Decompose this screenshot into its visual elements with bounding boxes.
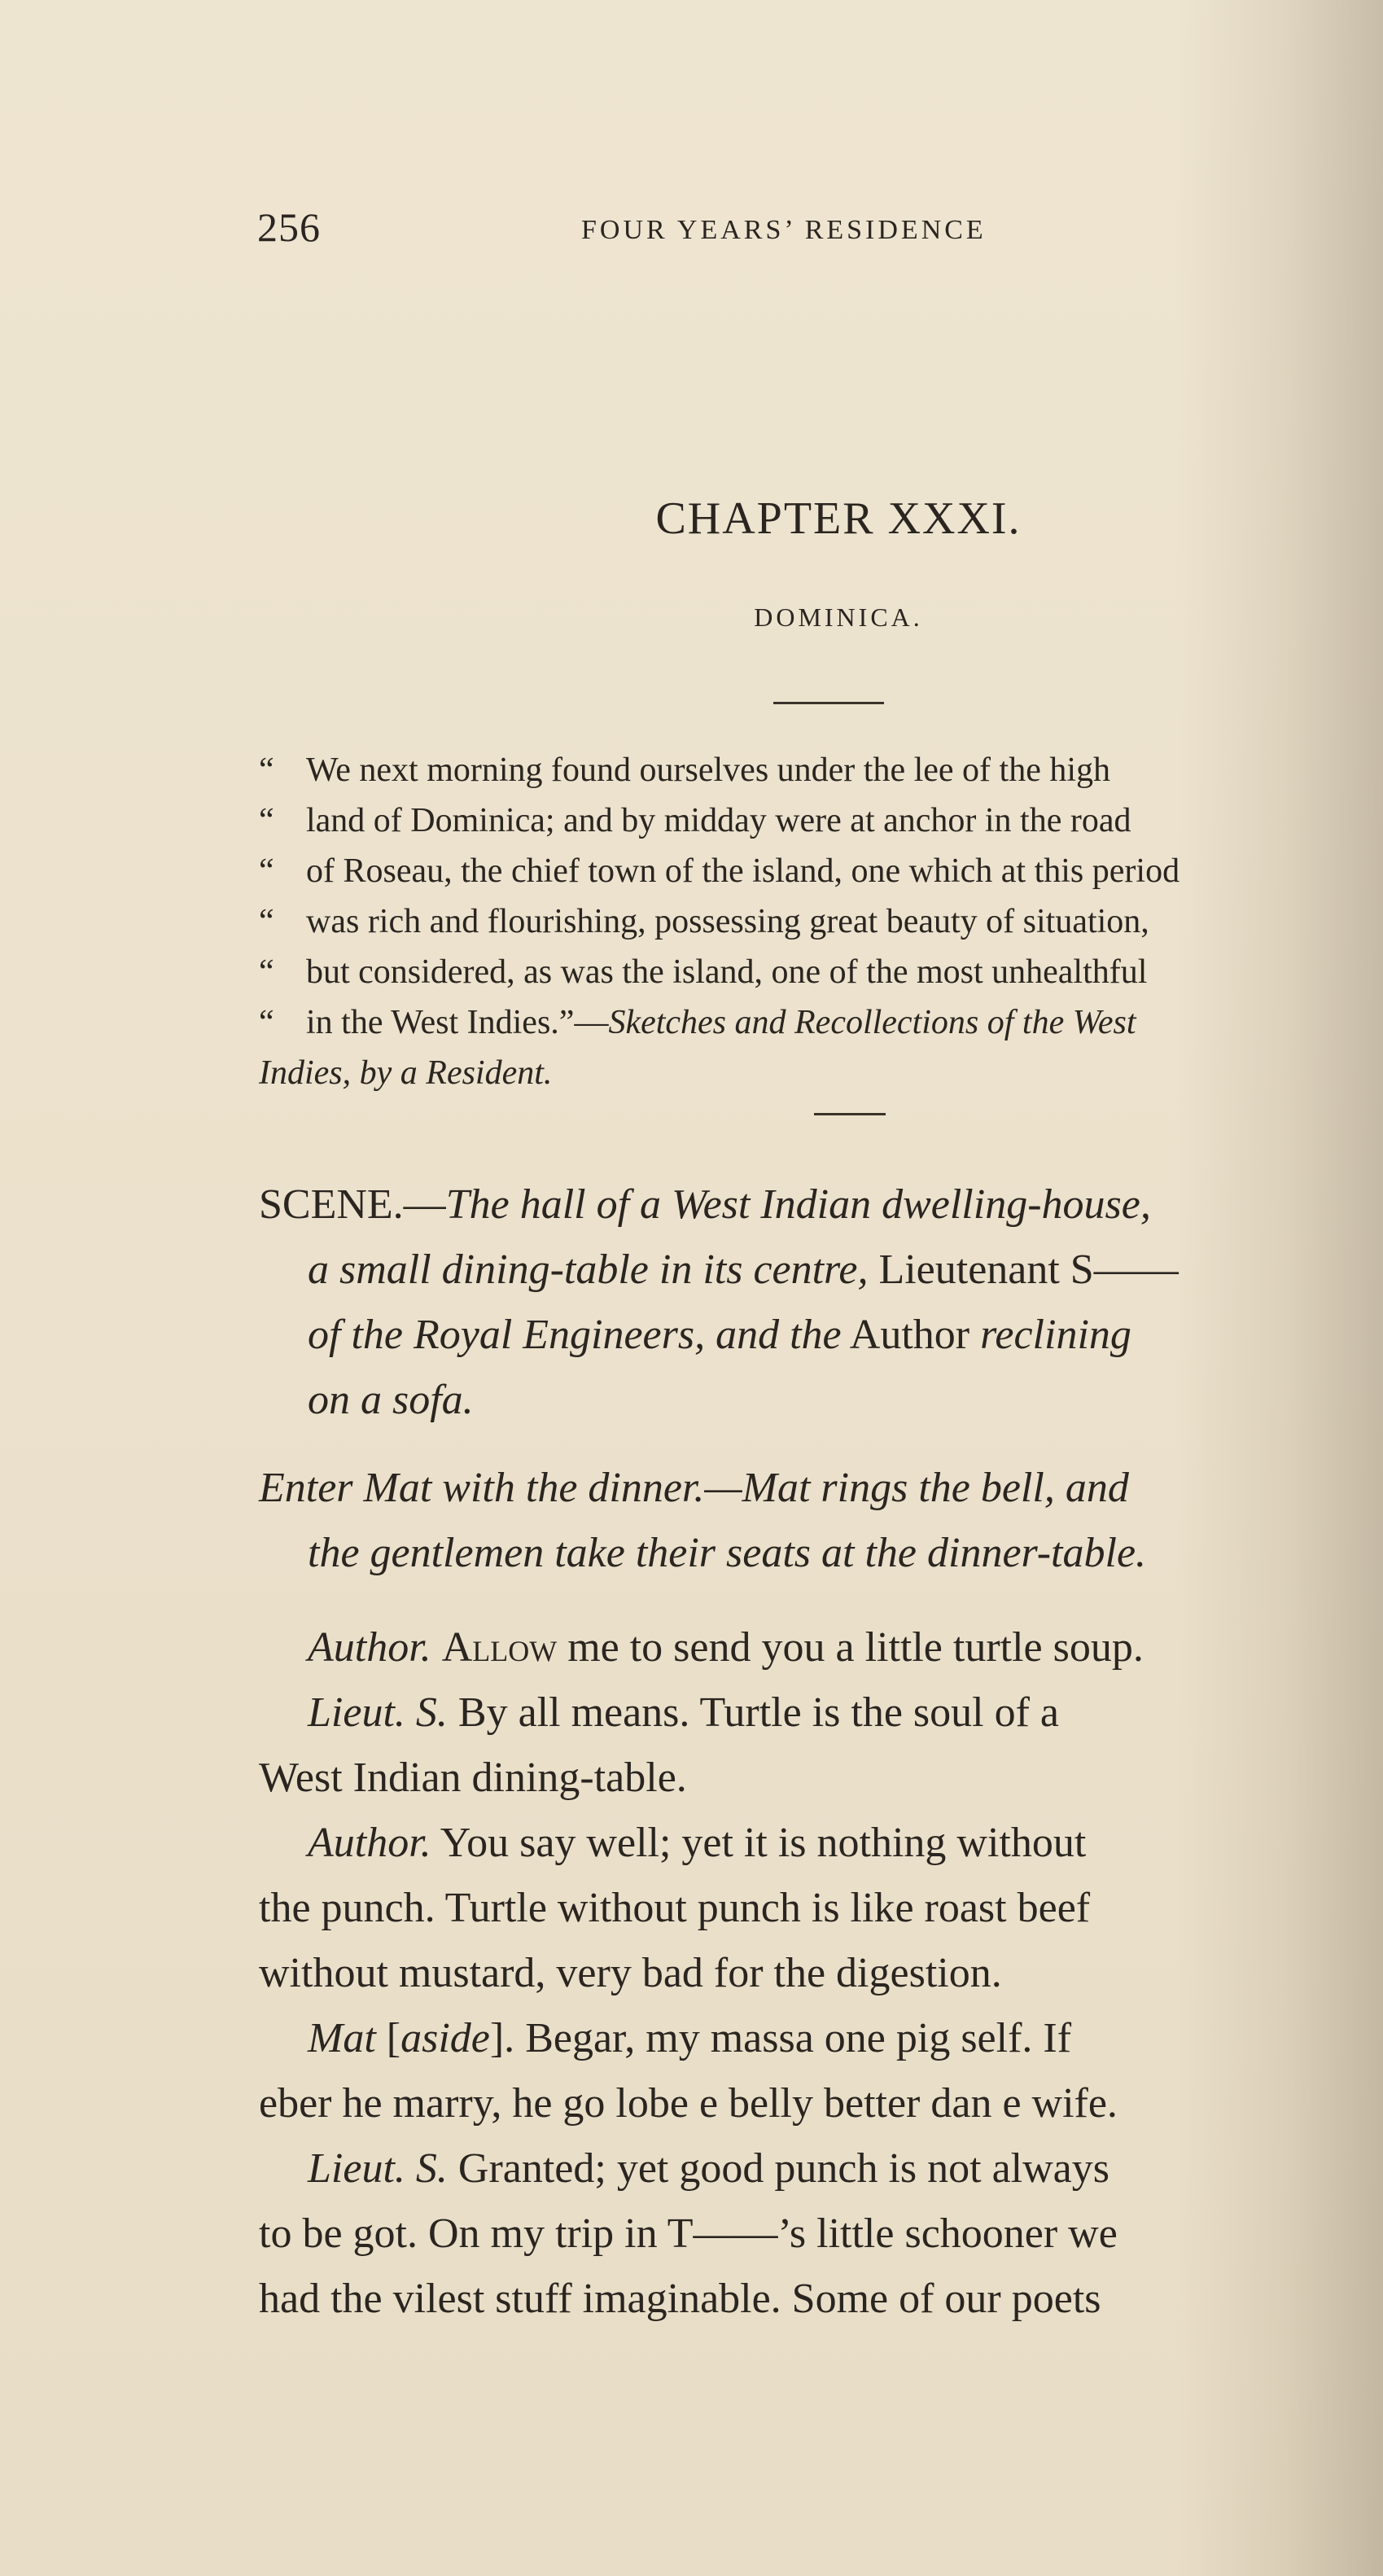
quote-mark: “ [259, 751, 274, 789]
stage-direction: the gentlemen take their seats at the dinner-table. [308, 1530, 1147, 1576]
dialogue-line: to be got. On my trip in T——’s little schooner we [259, 2210, 1118, 2257]
epigraph-line-text: in the West Indies.”— [306, 1004, 609, 1041]
scene-line [259, 1303, 1382, 1368]
aside-direction: aside [400, 2015, 490, 2061]
dialogue-line: West Indian dining-table. [259, 1755, 687, 1801]
dialogue-line [259, 2006, 1382, 2071]
speaker: Mat [308, 2015, 376, 2061]
dialogue-text: You say well; yet it is nothing without [440, 1820, 1087, 1866]
chapter-subtitle: DOMINICA. [754, 602, 923, 632]
scene-text: of the Royal Engineers, and the [308, 1312, 842, 1358]
chapter-title: CHAPTER XXXI. [655, 493, 1022, 544]
dialogue-line: eber he marry, he go lobe e belly better dan e wife. [259, 2080, 1118, 2127]
scene-line [259, 1368, 1382, 1433]
scene-text: The hall of a West Indian dwelling-house, [445, 1181, 1151, 1228]
speaker: Author. [308, 1624, 431, 1671]
page-header [257, 204, 1153, 261]
dialogue-line [259, 2136, 1382, 2201]
spacer [259, 1433, 1382, 1456]
epigraph [259, 745, 1382, 1098]
quote-mark: “ [259, 802, 274, 839]
epigraph-line-text: but considered, as was the island, one of the most unhealthful [306, 953, 1148, 991]
epigraph-line [259, 997, 1382, 1048]
scene-text: reclining [980, 1312, 1131, 1358]
divider-rule-bottom [814, 1113, 886, 1115]
quote-mark: “ [259, 852, 274, 890]
dialogue-line [259, 1680, 1382, 1746]
epigraph-line [259, 846, 1382, 896]
bracket: ]. [489, 2015, 515, 2061]
scene-line [259, 1172, 1382, 1238]
dialogue-line [259, 1615, 1382, 1680]
speaker: Lieut. S. [308, 1689, 448, 1736]
page-number: 256 [257, 204, 321, 250]
epigraph-line-text: We next morning found ourselves under the lee of the high [306, 751, 1111, 789]
dialogue-line: the punch. Turtle without punch is like roast beef [259, 1885, 1091, 1931]
epigraph-line-text: was rich and flourishing, possessing great beauty of situation, [306, 903, 1149, 940]
epigraph-line [259, 745, 1382, 795]
dialogue-line: had the vilest stuff imaginable. Some of our poets [259, 2276, 1101, 2322]
speaker: Author. [308, 1820, 431, 1866]
dialogue-line [259, 1811, 1382, 1876]
dialogue-line: without mustard, very bad for the digestion. [259, 1950, 1002, 1996]
epigraph-line [259, 947, 1382, 997]
scene-text: Lieutenant S—— [868, 1246, 1179, 1293]
epigraph-line-text: land of Dominica; and by midday were at anchor in the road [306, 802, 1131, 839]
body-text [259, 1172, 1382, 2332]
epigraph-line [259, 896, 1382, 947]
epigraph-attribution: Indies, by a Resident. [259, 1054, 553, 1092]
divider-rule-top [773, 702, 884, 704]
bracket: [ [386, 2015, 401, 2061]
speaker: Lieut. S. [308, 2145, 448, 2192]
scene-text: Author [841, 1312, 981, 1358]
scene-text: a small dining-table in its centre, [308, 1246, 869, 1293]
dialogue-text: Granted; yet good punch is not always [457, 2145, 1109, 2192]
dialogue-text: By all means. Turtle is the soul of a [457, 1689, 1059, 1736]
scene-label: SCENE.— [259, 1181, 446, 1228]
epigraph-line-text: of Roseau, the chief town of the island, one which at this period [306, 852, 1180, 890]
quote-mark: “ [259, 903, 274, 940]
epigraph-line [259, 795, 1382, 846]
small-caps-word: Allow [441, 1624, 558, 1671]
quote-mark: “ [259, 953, 274, 991]
scene-text: on a sofa. [308, 1377, 474, 1423]
epigraph-source: Sketches and Recollections of the West [608, 1004, 1136, 1041]
spacer [259, 1586, 1382, 1615]
scene-line [259, 1238, 1382, 1303]
stage-direction: Enter Mat with the dinner.—Mat rings the bell, and [259, 1465, 1129, 1511]
quote-mark: “ [259, 1004, 274, 1041]
dialogue-text: Begar, my massa one pig self. If [525, 2015, 1072, 2061]
running-head: FOUR YEARS’ RESIDENCE [581, 215, 987, 245]
dialogue-text: me to send you a little turtle soup. [557, 1624, 1144, 1671]
